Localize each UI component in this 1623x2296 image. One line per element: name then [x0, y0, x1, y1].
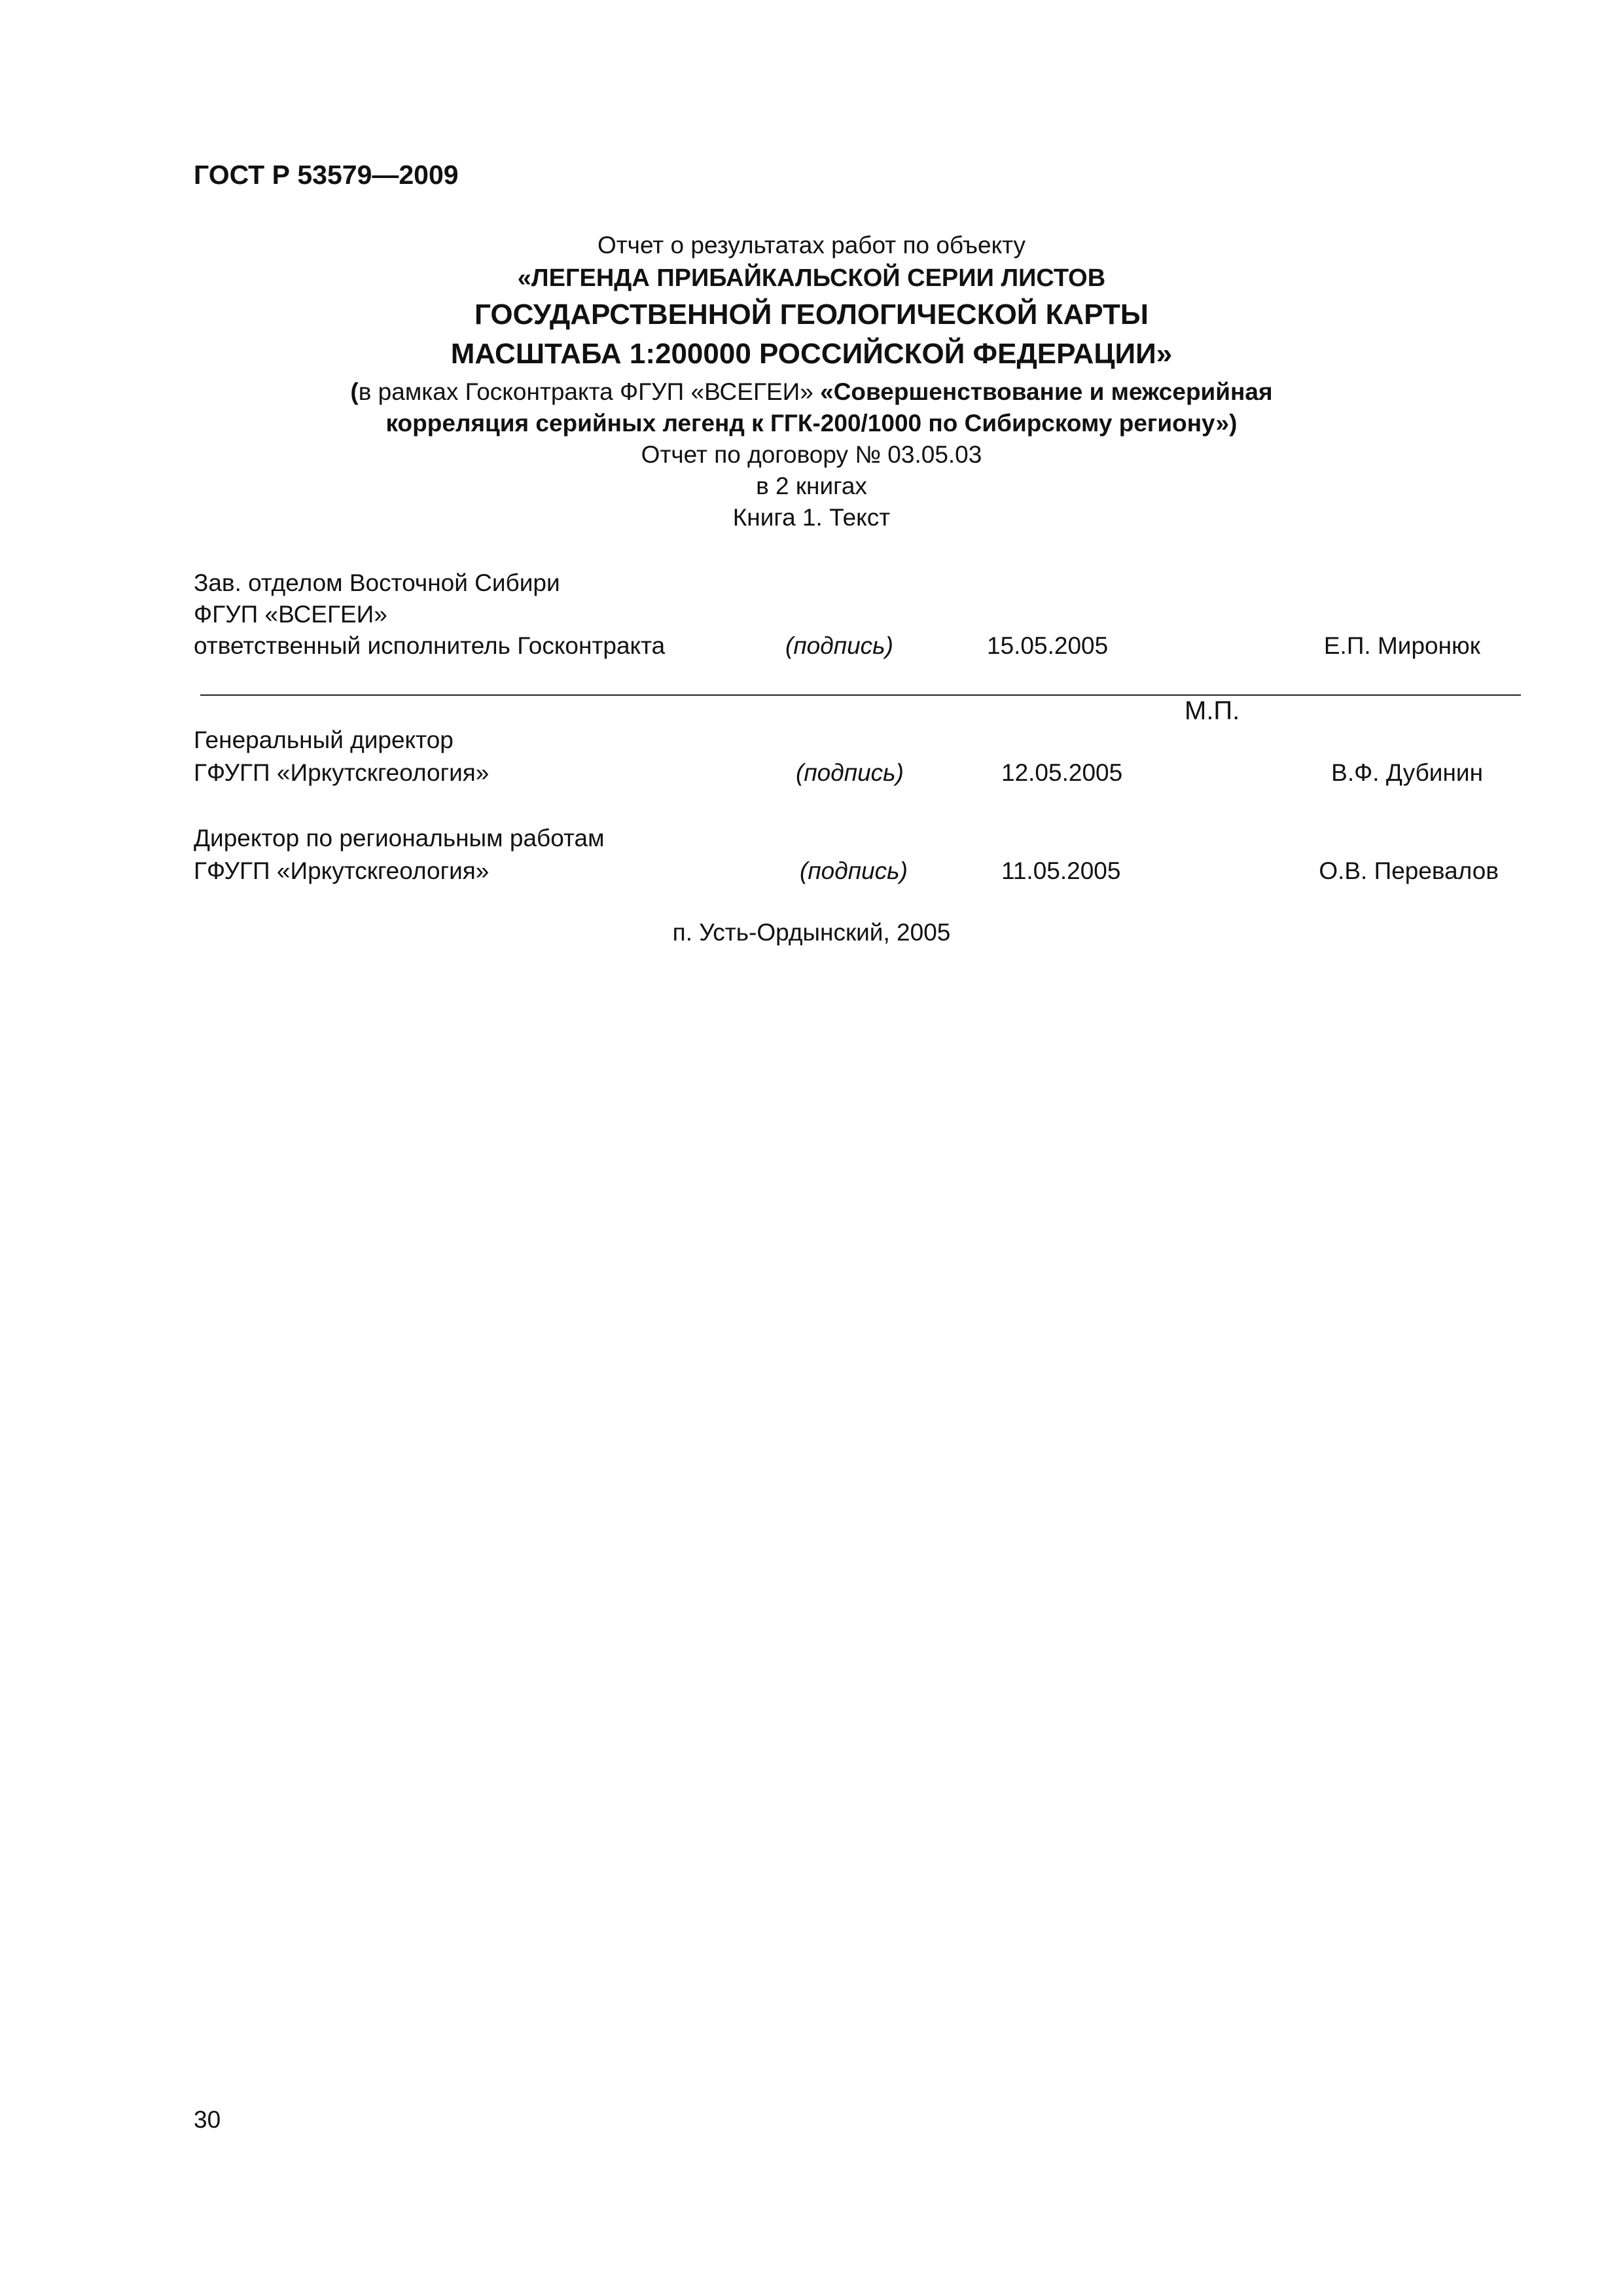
report-title-line-2: ГОСУДАРСТВЕННОЙ ГЕОЛОГИЧЕСКОЙ КАРТЫ [474, 298, 1149, 331]
report-title-intro: Отчет о результатах работ по объекту [597, 232, 1026, 259]
document-standard-number: ГОСТ Р 53579—2009 [194, 160, 459, 190]
signer-2-name: В.Ф. Дубинин [1331, 759, 1483, 786]
contract-note-bold: «Совершенствование и межсерийная [820, 378, 1273, 405]
signer-3-date: 11.05.2005 [1001, 857, 1121, 884]
signer-1-name: Е.П. Миронюк [1323, 632, 1480, 659]
signer-1-title-line-1: Зав. отделом Восточной Сибири [194, 569, 560, 596]
stamp-place: М.П. [1185, 696, 1240, 725]
separator-line [200, 694, 1521, 696]
signer-3-title-line-1: Директор по региональным работам [194, 825, 605, 852]
signer-2-title-line-1: Генеральный директор [194, 726, 454, 753]
contract-note-paren: ( [350, 378, 359, 405]
signer-2-signature: (подпись) [796, 759, 904, 786]
report-title-line-3: МАСШТАБА 1:200000 РОССИЙСКОЙ ФЕДЕРАЦИИ» [450, 338, 1173, 370]
signer-3-name: О.В. Перевалов [1319, 857, 1499, 884]
contract-number: Отчет по договору № 03.05.03 [641, 441, 982, 468]
report-title-line-1: «ЛЕГЕНДА ПРИБАЙКАЛЬСКОЙ СЕРИИ ЛИСТОВ [517, 264, 1106, 292]
place-and-year: п. Усть-Ордынский, 2005 [672, 919, 951, 946]
signer-3-signature: (подпись) [800, 857, 908, 884]
signer-1-title-line-2: ФГУП «ВСЕГЕИ» [194, 601, 387, 628]
contract-note-plain: в рамках Госконтракта ФГУП «ВСЕГЕИ» [358, 378, 821, 405]
books-count: в 2 книгах [756, 473, 867, 499]
signer-2-title-line-2: ГФУГП «Иркутскгеология» [194, 759, 490, 786]
signer-1-title-line-3: ответственный исполнитель Госконтракта [194, 632, 666, 659]
page-number: 30 [194, 2106, 221, 2133]
signer-1-signature: (подпись) [785, 632, 893, 659]
signer-1-date: 15.05.2005 [987, 632, 1109, 659]
signer-2-date: 12.05.2005 [1001, 759, 1123, 786]
book-label: Книга 1. Текст [732, 504, 891, 531]
contract-note-bold-2: корреляция серийных легенд к ГГК-200/1000 по Сибирскому региону») [385, 410, 1238, 437]
signer-3-title-line-2: ГФУГП «Иркутскгеология» [194, 857, 490, 884]
contract-note-line-1 [0, 378, 1623, 406]
contract-note-line-2 [0, 410, 1623, 437]
